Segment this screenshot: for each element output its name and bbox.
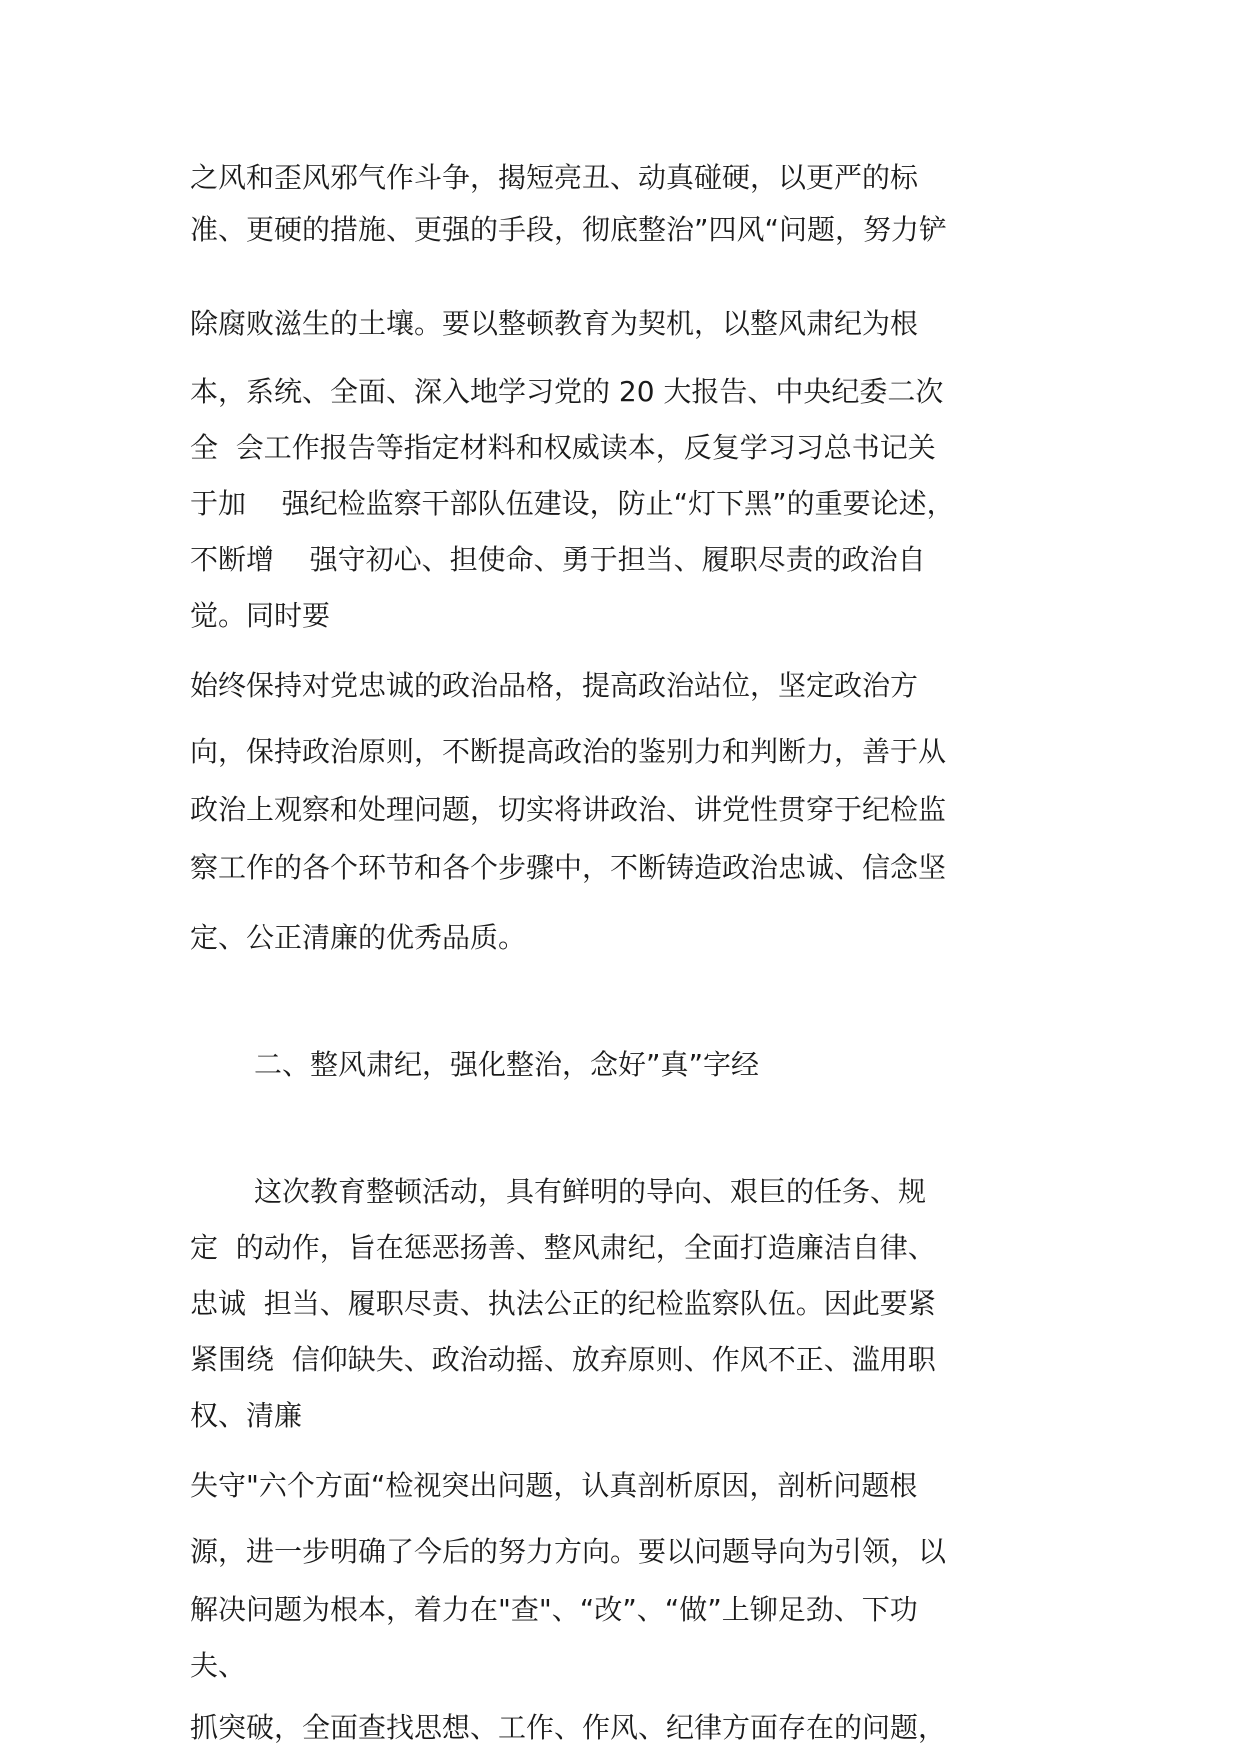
paragraph-1-line: 除腐败滋生的土壤。要以整顿教育为契机，以整风肃纪为根	[190, 307, 919, 340]
paragraph-1-line: 于加 强纪检监察干部队伍建设，防止“灯下黑”的重要论述，	[190, 487, 955, 520]
paragraph-2-line: 源，进一步明确了今后的努力方向。要以问题导向为引领，以	[190, 1535, 947, 1568]
paragraph-1-line: 察工作的各个环节和各个步骤中，不断铸造政治忠诚、信念坚	[190, 851, 947, 884]
paragraph-1-line: 不断增 强守初心、担使命、勇于担当、履职尽责的政治自	[190, 543, 926, 576]
paragraph-2-line: 这次教育整顿活动，具有鲜明的导向、艰巨的任务、规	[254, 1175, 927, 1208]
paragraph-2-line: 忠诚 担当、履职尽责、执法公正的纪检监察队伍。因此要紧	[190, 1287, 936, 1320]
paragraph-1-line: 准、更硬的措施、更强的手段，彻底整治”四风“问题，努力铲	[190, 213, 948, 246]
paragraph-1-line: 定、公正清廉的优秀品质。	[190, 921, 527, 954]
paragraph-2-line: 紧围绕 信仰缺失、政治动摇、放弃原则、作风不正、滥用职	[190, 1343, 936, 1376]
paragraph-2-line: 失守"六个方面“检视突出问题，认真剖析原因，剖析问题根	[190, 1469, 918, 1502]
paragraph-2-line: 抓突破，全面查找思想、工作、作风、纪律方面存在的问题，	[190, 1711, 947, 1744]
paragraph-1-line: 觉。同时要	[190, 599, 331, 632]
paragraph-1-line: 之风和歪风邪气作斗争，揭短亮丑、动真碰硬，以更严的标	[190, 161, 919, 194]
paragraph-1-line: 始终保持对党忠诚的政治品格，提高政治站位，坚定政治方	[190, 669, 919, 702]
paragraph-1-line: 向，保持政治原则，不断提高政治的鉴别力和判断力，善于从	[190, 735, 947, 768]
paragraph-2-line: 权、清廉	[190, 1399, 303, 1432]
paragraph-1-line: 政治上观察和处理问题，切实将讲政治、讲党性贯穿于纪检监	[190, 793, 947, 826]
paragraph-2-line: 定 的动作，旨在惩恶扬善、整风肃纪，全面打造廉洁自律、	[190, 1231, 936, 1264]
paragraph-2-line: 解决问题为根本，着力在"查"、“改”、“做”上铆足劲、下功	[190, 1593, 918, 1626]
paragraph-1-line: 全 会工作报告等指定材料和权威读本，反复学习习总书记关	[190, 431, 936, 464]
section-heading: 二、整风肃纪，强化整治，念好”真”字经	[254, 1048, 760, 1081]
paragraph-2-line: 夫、	[190, 1649, 247, 1682]
paragraph-1-line: 本，系统、全面、深入地学习党的 20 大报告、中央纪委二次	[190, 375, 944, 408]
